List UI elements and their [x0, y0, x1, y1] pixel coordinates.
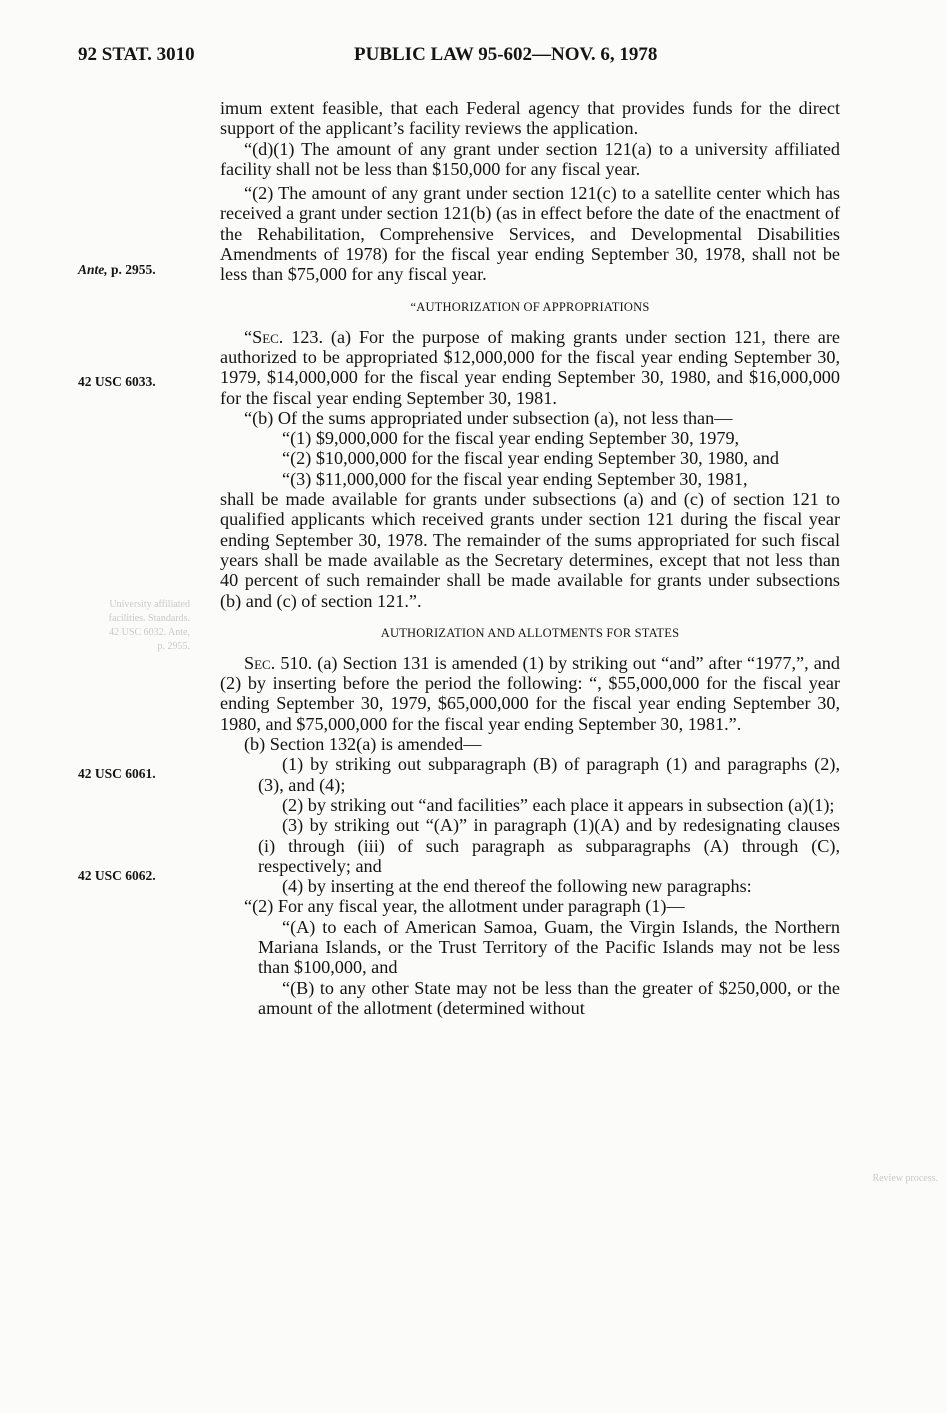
paragraph-b2: “(2) $10,000,000 for the fiscal year ending September 30, 1980, and — [282, 448, 779, 469]
sec-510-text: 510. (a) Section 131 is amended (1) by striking out “and” after “1977,”, and (2) by inserting before the period the following: “, $55,000,000 for the fiscal year ending September 30, 1979, $65,000,000 for the fiscal year ending September 30, 1980, and $75,000,000 for the fiscal year ending September 30, 1981.”. — [220, 652, 840, 734]
margin-note-usc-6062: 42 USC 6062. — [78, 868, 156, 883]
paragraph-continuation: imum extent feasible, that each Federal agency that provides funds for the direct support of the applicant’s facility reviews the application. — [220, 98, 840, 139]
paragraph-sec-123-a — [220, 327, 840, 408]
paragraph-new-2-a: “(A) to each of American Samoa, Guam, the Virgin Islands, the Northern Mariana Islands, or the Trust Territory of the Pacific Islands may not be less than $100,000, and — [258, 916, 840, 978]
paragraph-b3: “(3) $11,000,000 for the fiscal year ending September 30, 1981, — [282, 468, 748, 489]
bleed-through-left-note: University affiliated facilities. Standards. 42 USC 6032. Ante, p. 2955. — [108, 599, 190, 652]
sec-abbrev-510: Sec. — [244, 652, 276, 673]
statute-page-number: 92 STAT. 3010 — [78, 44, 195, 65]
paragraph-amend-1: (1) by striking out subparagraph (B) of paragraph (1) and paragraphs (2), (3), and (4); — [258, 754, 840, 795]
paragraph-new-2: “(2) For any fiscal year, the allotment under paragraph (1)— — [244, 896, 685, 917]
margin-note-ante-page: p. 2955. — [111, 262, 156, 277]
section-heading-authorization-and-allotments: AUTHORIZATION AND ALLOTMENTS FOR STATES — [380, 625, 680, 640]
paragraph-amend-2: (2) by striking out “and facilities” each place it appears in subsection (a)(1); — [282, 794, 835, 815]
paragraph-amend-3: (3) by striking out “(A)” in paragraph (1)(A) and by redesignating clauses (i) through (iii) of such paragraph as subparagraphs (A) through (C), respectively; and — [258, 815, 840, 876]
sec-abbrev: “Sec. — [244, 326, 284, 347]
paragraph-amend-4: (4) by inserting at the end thereof the following new paragraphs: — [282, 876, 752, 897]
paragraph-sec-123-b: “(b) Of the sums appropriated under subsection (a), not less than— — [244, 407, 733, 428]
paragraph-d2: “(2) The amount of any grant under section 121(c) to a satellite center which has received a grant under section 121(b) (as in effect before the date of the enactment of the Rehabilitation, Comprehensive Services, and Developmental Disabilities Amendments of 1978) for the fiscal year ending September 30, 1978, shall not be less than $75,000 for any fiscal year. — [220, 183, 840, 285]
paragraph-b1: “(1) $9,000,000 for the fiscal year ending September 30, 1979, — [282, 428, 740, 449]
paragraph-new-2-b: “(B) to any other State may not be less than the greater of $250,000, or the amount of the allotment (determined without — [258, 977, 840, 1018]
margin-note-ante — [78, 262, 156, 278]
paragraph-sec-510-a — [220, 653, 840, 734]
section-heading-authorization-of-appropriations: “AUTHORIZATION OF APPROPRIATIONS — [410, 299, 650, 314]
paragraph-sec-510-b: (b) Section 132(a) is amended— — [244, 734, 482, 755]
main-text-column — [220, 98, 840, 1018]
bleed-through-right-note: Review process. — [872, 1173, 938, 1184]
sec-123-text: 123. (a) For the purpose of making grants under section 121, there are authorized to be appropriated $12,000,000 for the fiscal year ending September 30, 1979, $14,000,000 for the fiscal year ending September 30, 1980, and $16,000,000 for the fiscal year ending September 30, 1981. — [220, 326, 840, 408]
public-law-title: PUBLIC LAW 95-602—NOV. 6, 1978 — [354, 44, 658, 65]
paragraph-b-remainder: shall be made available for grants under subsections (a) and (c) of section 121 to qualified applicants which received grants under section 121 during the fiscal year ending September 30, 1978. The remainder of the sums appropriated for such fiscal years shall be made available as the Secretary determines, except that not less than 40 percent of such remainder shall be made available for grants under subsections (b) and (c) of section 121.”. — [220, 489, 840, 611]
paragraph-d1: “(d)(1) The amount of any grant under section 121(a) to a university affiliated facility shall not be less than $150,000 for any fiscal year. — [220, 138, 840, 179]
page-header — [78, 44, 847, 74]
margin-note-ante-italic: Ante, — [78, 262, 108, 277]
margin-note-usc-6061: 42 USC 6061. — [78, 766, 156, 781]
margin-note-usc-6033: 42 USC 6033. — [78, 374, 156, 389]
